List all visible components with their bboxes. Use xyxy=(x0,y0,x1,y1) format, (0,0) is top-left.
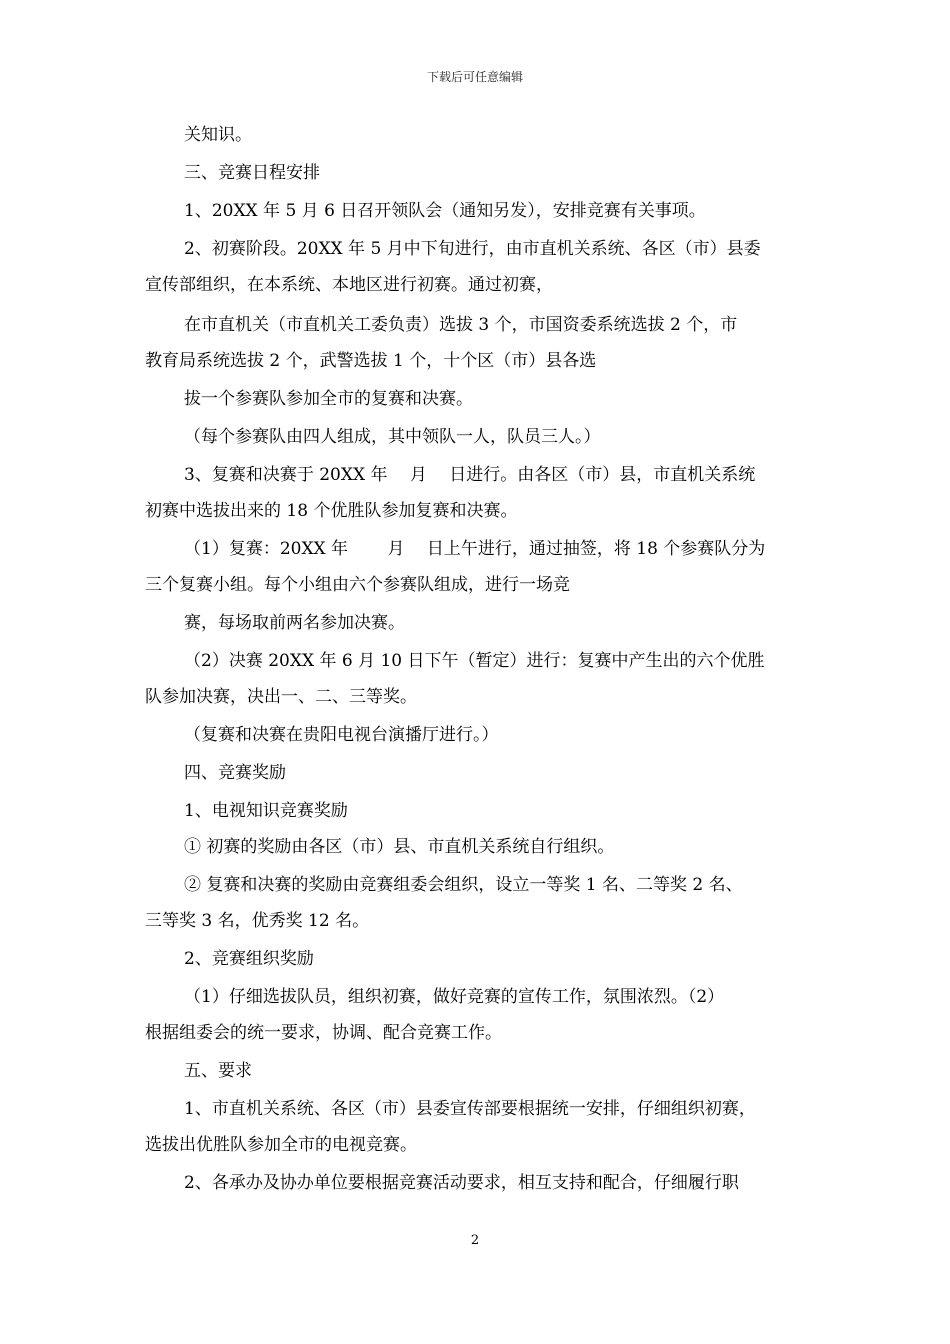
body-line: （2）决赛 20XX 年 6 月 10 日下午（暂定）进行：复赛中产生出的六个优胜 xyxy=(184,651,765,671)
body-line: （1）复赛：20XX 年 月 日上午进行，通过抽签，将 18 个参赛队分为 xyxy=(184,539,766,559)
body-line: 在市直机关（市直机关工委负责）选拔 3 个，市国资委系统选拔 2 个，市 xyxy=(184,315,738,335)
body-line: 队参加决赛，决出一、二、三等奖。 xyxy=(145,687,417,707)
section-heading: 五、要求 xyxy=(184,1061,252,1081)
body-line: 2、各承办及协办单位要根据竞赛活动要求，相互支持和配合，仔细履行职 xyxy=(184,1173,739,1193)
subsection-heading: 2、竞赛组织奖励 xyxy=(184,949,314,969)
body-line: （1）仔细选拔队员，组织初赛，做好竞赛的宣传工作，氛围浓烈。（2） xyxy=(184,987,725,1007)
body-line: ② 复赛和决赛的奖励由竞赛组委会组织，设立一等奖 1 名、二等奖 2 名、 xyxy=(184,875,743,895)
body-line: 初赛中选拔出来的 18 个优胜队参加复赛和决赛。 xyxy=(145,501,518,521)
body-line: 3、复赛和决赛于 20XX 年 月 日进行。由各区（市）县，市直机关系统 xyxy=(184,465,756,485)
body-line: 根据组委会的统一要求，协调、配合竞赛工作。 xyxy=(145,1023,502,1043)
body-line: 教育局系统选拔 2 个，武警选拔 1 个，十个区（市）县各选 xyxy=(145,351,597,371)
body-line: 选拔出优胜队参加全市的电视竞赛。 xyxy=(145,1135,417,1155)
body-line: （复赛和决赛在贵阳电视台演播厅进行。） xyxy=(184,725,499,745)
section-heading: 三、竞赛日程安排 xyxy=(184,163,320,183)
body-line: 三等奖 3 名，优秀奖 12 名。 xyxy=(145,911,370,931)
body-line: （每个参赛队由四人组成，其中领队一人，队员三人。） xyxy=(184,427,601,447)
body-line: 拔一个参赛队参加全市的复赛和决赛。 xyxy=(184,389,473,409)
body-line: 宣传部组织，在本系统、本地区进行初赛。通过初赛， xyxy=(145,275,553,295)
section-heading: 四、竞赛奖励 xyxy=(184,763,286,783)
page-header: 下载后可任意编辑 xyxy=(426,70,523,84)
page-number: 2 xyxy=(470,1233,480,1248)
body-line: 三个复赛小组。每个小组由六个参赛队组成，进行一场竞 xyxy=(145,575,570,595)
body-line: 1、20XX 年 5 月 6 日召开领队会（通知另发），安排竞赛有关事项。 xyxy=(184,201,706,221)
body-line: 1、市直机关系统、各区（市）县委宣传部要根据统一安排，仔细组织初赛， xyxy=(184,1099,756,1119)
subsection-heading: 1、电视知识竞赛奖励 xyxy=(184,801,348,821)
body-line: 2、初赛阶段。20XX 年 5 月中下旬进行，由市直机关系统、各区（市）县委 xyxy=(184,239,761,259)
body-line: ① 初赛的奖励由各区（市）县、市直机关系统自行组织。 xyxy=(184,837,615,857)
body-line: 关知识。 xyxy=(184,125,252,145)
body-line: 赛，每场取前两名参加决赛。 xyxy=(184,613,405,633)
